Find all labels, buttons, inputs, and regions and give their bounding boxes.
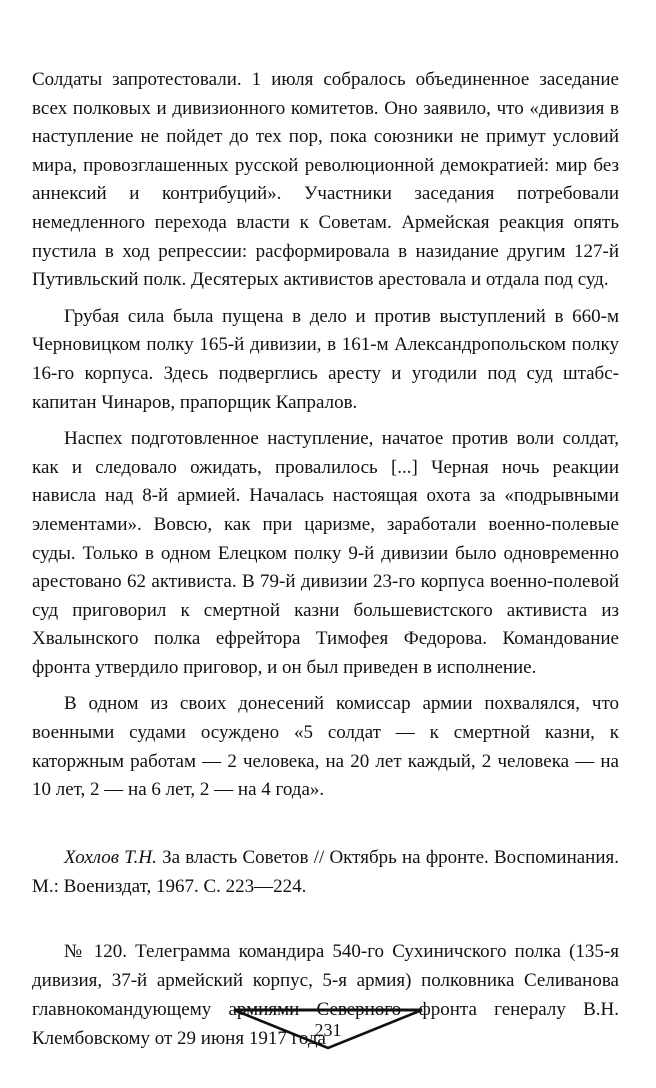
paragraph-2: Грубая сила была пущена в дело и против выступлений в 660-м Черновицком полку 165-й дивизии, в 161-м Александропольском полку 16-го корпуса. Здесь подверглись аресту и угодили под суд штабс-капитан Чинаров, прапорщик Капралов.	[32, 305, 619, 413]
paragraph-4: В одном из своих донесений комиссар армии похвалялся, что военными судами осуждено «5 солдат — к смертной казни, к каторжным работам — 2 человека, на 20 лет каждый, 2 человека — на 10 лет, 2 — на 6 лет, 2 — на 4 года».	[32, 693, 619, 801]
page-body	[32, 66, 619, 1072]
source-author: Хохлов Т.Н.	[64, 846, 157, 868]
document-title: № 120. Телеграмма командира 540-го Сухиничского полка (135-я дивизия, 37-й армейский корпус, 5-я армия) полковника Селиванова главнокомандующему армиями Северного фронта генералу В.Н. Клембовскому от 29 июня 1917 года	[32, 940, 619, 1049]
paragraph-3: Наспех подготовленное наступление, начатое против воли солдат, как и следовало ожидать, провалилось [...] Черная ночь реакции нависла над 8-й армией. Началась настоящая охота за «подрывными элементами». Вовсю, как при царизме, заработали военно-полевые суды. Только в одном Елецком полку 9-й дивизии было одновременно арестовано 62 активиста. В 79-й дивизии 23-го корпуса военно-полевой суд приговорил к смертной казни большевистского активиста из Хвалынского полка ефрейтора Тимофея Федорова. Командование фронта утвердило приговор, и он был приведен в исполнение.	[32, 428, 619, 678]
source-citation	[32, 843, 619, 901]
page-footer	[0, 1006, 656, 1056]
paragraph-1: Солдаты запротестовали. 1 июля собралось объединенное заседание всех полковых и дивизионного комитетов. Оно заявило, что «дивизия в наступление не пойдет до тех пор, пока союзники не примут условий мира, провозглашенных русской революционной демократией: мир без аннексий и контрибуций». Участники заседания потребовали немедленного перехода власти к Советам. Армейская реакция опять пустила в ход репрессии: расформировала в назидание другим 127-й Путивльский полк. Десятерых активистов арестовала и отдала под суд.	[32, 69, 619, 291]
source-rest: За власть Советов // Октябрь на фронте. Воспоминания. М.: Воениздат, 1967. С. 223—224.	[32, 846, 619, 897]
page-number: 231	[314, 1020, 342, 1040]
